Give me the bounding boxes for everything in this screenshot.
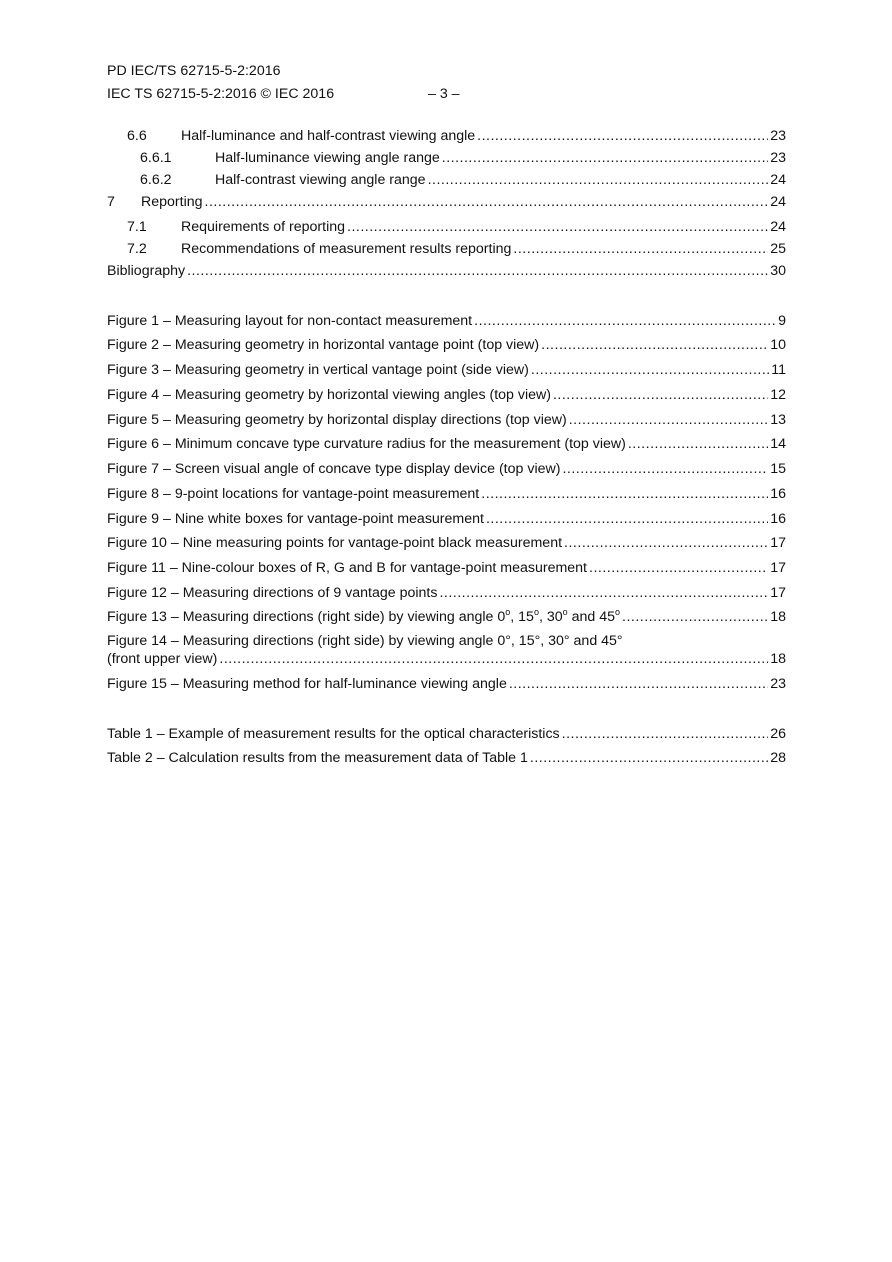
figure-title: Figure 12 – Measuring directions of 9 vantage points [107, 585, 438, 601]
dot-leader [439, 585, 768, 601]
header-line-2 [107, 86, 460, 102]
table-page: 28 [770, 750, 786, 766]
toc-title: Half-luminance and half-contrast viewing angle [181, 128, 476, 144]
toc-entry-7-2[interactable] [107, 241, 786, 261]
figure-entry-4[interactable] [107, 387, 786, 407]
toc-page: 24 [770, 219, 786, 235]
toc-page: 24 [770, 172, 786, 188]
toc-entry-7-1[interactable] [107, 219, 786, 239]
figure-entry-10[interactable] [107, 535, 786, 555]
table-entry-1[interactable] [107, 726, 786, 746]
figure-title: Figure 15 – Measuring method for half-luminance viewing angle [107, 676, 507, 692]
figure-entry-9[interactable] [107, 511, 786, 531]
dot-leader [569, 412, 768, 428]
figure-entry-13[interactable] [107, 609, 786, 629]
header-standard: IEC TS 62715-5-2:2016 © IEC 2016 [107, 86, 335, 102]
figure-page: 16 [770, 486, 786, 502]
figure-title: Figure 2 – Measuring geometry in horizontal vantage point (top view) [107, 337, 540, 353]
header-line-1: PD IEC/TS 62715-5-2:2016 [107, 63, 281, 79]
figure-title [107, 609, 620, 625]
toc-entry-6-6-2[interactable] [107, 172, 786, 192]
figure-title: Figure 3 – Measuring geometry in vertical vantage point (side view) [107, 362, 529, 378]
figure-title: Figure 1 – Measuring layout for non-contact measurement [107, 313, 473, 329]
dot-leader [205, 194, 769, 210]
figure-entry-14[interactable] [107, 633, 786, 667]
dot-leader [562, 461, 768, 477]
toc-title: Bibliography [107, 263, 186, 279]
dot-leader [481, 486, 768, 502]
figure-page: 11 [771, 362, 786, 378]
degree-mark: o [614, 607, 620, 617]
figure-page: 18 [770, 651, 786, 667]
figure-title-part-d: and 45 [567, 609, 615, 625]
dot-leader [474, 313, 776, 329]
dot-leader [622, 609, 768, 625]
toc-entry-6-6-1[interactable] [107, 150, 786, 170]
dot-leader [541, 337, 768, 353]
figure-title: Figure 7 – Screen visual angle of concave type display device (top view) [107, 461, 561, 477]
figure-title-part-c: , 30 [538, 609, 563, 625]
figure-title: Figure 8 – 9-point locations for vantage-point measurement [107, 486, 480, 502]
toc-title: Half-luminance viewing angle range [215, 150, 440, 166]
figure-page: 13 [770, 412, 786, 428]
dot-leader [347, 219, 768, 235]
dot-leader [628, 436, 768, 452]
toc-title: Recommendations of measurement results reporting [181, 241, 512, 257]
dot-leader [187, 263, 768, 279]
figure-title: Figure 4 – Measuring geometry by horizontal viewing angles (top view) [107, 387, 551, 403]
dot-leader [442, 150, 768, 166]
table-title: Table 2 – Calculation results from the measurement data of Table 1 [107, 750, 528, 766]
figure-page: 18 [770, 609, 786, 625]
figure-page: 17 [770, 535, 786, 551]
degree-mark: o [562, 607, 568, 617]
figure-page: 23 [770, 676, 786, 692]
figure-entry-15[interactable] [107, 676, 786, 696]
figure-page: 16 [770, 511, 786, 527]
toc-page: 30 [770, 263, 786, 279]
dot-leader [486, 511, 768, 527]
figure-page: 12 [770, 387, 786, 403]
figure-entry-5[interactable] [107, 412, 786, 432]
figure-page: 9 [778, 313, 786, 329]
toc-page: 23 [770, 128, 786, 144]
table-entry-2[interactable] [107, 750, 786, 770]
dot-leader [553, 387, 768, 403]
figure-page: 15 [770, 461, 786, 477]
figure-entry-1[interactable] [107, 313, 786, 333]
toc-number: 7 [107, 194, 115, 210]
toc-entry-bibliography[interactable] [107, 263, 786, 283]
toc-title: Half-contrast viewing angle range [215, 172, 426, 188]
figure-title: Figure 6 – Minimum concave type curvature radius for the measurement (top view) [107, 436, 626, 452]
figure-title-line-2: (front upper view) [107, 651, 218, 667]
figure-page: 17 [770, 560, 786, 576]
dot-leader [509, 676, 768, 692]
dot-leader [513, 241, 768, 257]
toc-title: Requirements of reporting [181, 219, 346, 235]
dot-leader [428, 172, 769, 188]
figure-page: 10 [770, 337, 786, 353]
degree-mark: o [505, 607, 511, 617]
toc-page: 23 [770, 150, 786, 166]
toc-entry-6-6[interactable] [107, 128, 786, 148]
figure-title: Figure 10 – Nine measuring points for vantage-point black measurement [107, 535, 563, 551]
toc-page: 25 [770, 241, 786, 257]
toc-number: 7.1 [127, 219, 147, 235]
toc-page: 24 [770, 194, 786, 210]
table-title: Table 1 – Example of measurement results for the optical characteristics [107, 726, 560, 742]
dot-leader [562, 726, 769, 742]
toc-entry-7[interactable] [107, 194, 786, 214]
figure-title-line-1: Figure 14 – Measuring directions (right side) by viewing angle 0°, 15°, 30° and 45° [107, 633, 623, 649]
figure-entry-11[interactable] [107, 560, 786, 580]
dot-leader [531, 362, 769, 378]
toc-number: 6.6.2 [140, 172, 172, 188]
figure-entry-3[interactable] [107, 362, 786, 382]
figure-entry-2[interactable] [107, 337, 786, 357]
toc-number: 6.6 [127, 128, 147, 144]
toc-number: 7.2 [127, 241, 147, 257]
dot-leader [219, 651, 768, 667]
figure-page: 14 [770, 436, 786, 452]
page-number: – 3 – [428, 86, 460, 102]
figure-entry-12[interactable] [107, 585, 786, 605]
figure-title-part-a: Figure 13 – Measuring directions (right side) by viewing angle 0 [107, 609, 506, 625]
figure-title: Figure 11 – Nine-colour boxes of R, G and B for vantage-point measurement [107, 560, 587, 576]
toc-title: Reporting [141, 194, 203, 210]
figure-entry-6[interactable] [107, 436, 786, 456]
figure-title: Figure 5 – Measuring geometry by horizontal display directions (top view) [107, 412, 567, 428]
dot-leader [530, 750, 768, 766]
figure-title-line-2-row [107, 651, 786, 667]
dot-leader [477, 128, 768, 144]
dot-leader [564, 535, 768, 551]
table-page: 26 [770, 726, 786, 742]
figure-title-part-b: , 15 [510, 609, 534, 625]
figure-entry-8[interactable] [107, 486, 786, 506]
figure-entry-7[interactable] [107, 461, 786, 481]
degree-mark: o [533, 607, 539, 617]
figure-page: 17 [770, 585, 786, 601]
toc-number: 6.6.1 [140, 150, 172, 166]
figure-title: Figure 9 – Nine white boxes for vantage-point measurement [107, 511, 484, 527]
dot-leader [589, 560, 768, 576]
